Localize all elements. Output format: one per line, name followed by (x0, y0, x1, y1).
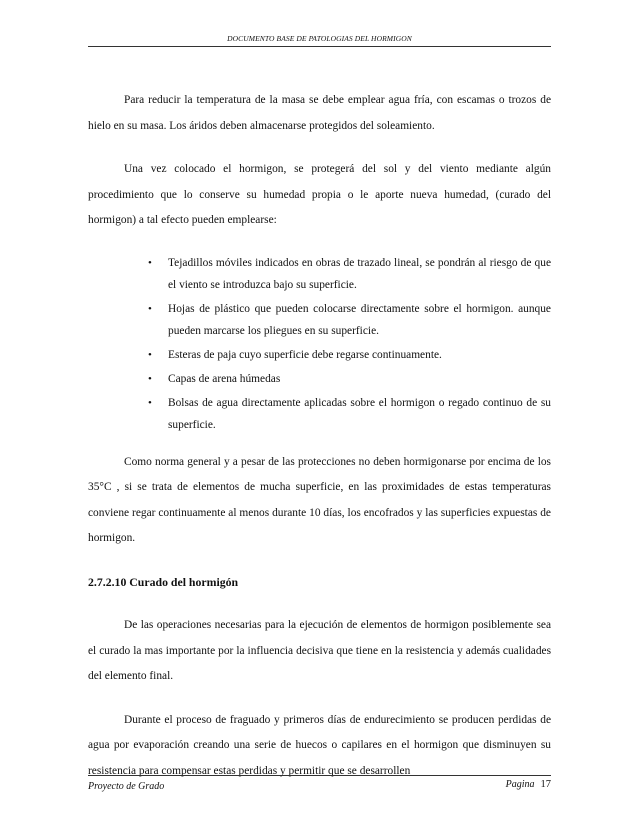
paragraph-4: De las operaciones necesarias para la ejecución de elementos de hormigon posiblemente sea el curado la mas importante por la influencia decisiva que tiene en la resistencia y además cualidades del elemento final. (88, 619, 551, 682)
bullet-icon: • (148, 372, 152, 385)
paragraph-3: Como norma general y a pesar de las protecciones no deben hormigonarse por encima de los 35°C , si se trata de elementos de mucha superficie, en las proximidades de estas temperaturas conviene regar continuamente al menos durante 10 días, los encofrados y las superficies expuestas de hormigon. (88, 455, 551, 544)
bullet-text: Tejadillos móviles indicados en obras de trazado lineal, se pondrán al riesgo de que el viento se introduzca bajo su superficie. (168, 256, 551, 291)
bullet-item (88, 298, 551, 342)
bullet-text: Hojas de plástico que pueden colocarse directamente sobre el hormigon. aunque pueden marcarse los pliegues en su superficie. (168, 302, 551, 337)
page-number: 17 (540, 779, 551, 790)
bullet-text: Capas de arena húmedas (168, 372, 281, 385)
section-heading: 2.7.2.10 Curado del hormigón (88, 574, 239, 589)
page-header: DOCUMENTO BASE DE PATOLOGIAS DEL HORMIGON (227, 34, 412, 43)
bullet-item (88, 344, 551, 366)
header-divider (88, 46, 551, 47)
bullet-text: Bolsas de agua directamente aplicadas sobre el hormigon o regado continuo de su superficie. (168, 396, 551, 431)
paragraph-5: Durante el proceso de fraguado y primeros días de endurecimiento se producen perdidas de agua por evaporación creando una serie de huecos o capilares en el hormigon que disminuyen su resistencia para compensar estas perdidas y permitir que se desarrollen (88, 713, 551, 777)
bullet-item (88, 392, 551, 436)
paragraph-1: Para reducir la temperatura de la masa se debe emplear agua fría, con escamas o trozos de hielo en su masa. Los áridos deben almacenarse protegidos del soleamiento. (88, 94, 551, 132)
page-number-block (506, 779, 551, 790)
bullet-icon: • (148, 256, 152, 269)
bullet-icon: • (148, 348, 152, 361)
bullet-text: Esteras de paja cuyo superficie debe regarse continuamente. (168, 348, 442, 361)
page-content (88, 88, 551, 784)
bullet-item (88, 252, 551, 296)
page-label: Pagina (505, 779, 535, 790)
bullet-item (88, 368, 551, 390)
bullet-icon: • (148, 302, 152, 315)
bullet-icon: • (148, 396, 152, 409)
bullet-list (88, 252, 551, 436)
footer-divider (88, 775, 551, 776)
footer-project: Proyecto de Grado (88, 781, 165, 792)
paragraph-2: Una vez colocado el hormigon, se protegerá del sol y del viento mediante algún procedimiento que lo conserve su humedad propia o le aporte nueva humedad, (curado del hormigon) a tal efecto pueden emplearse: (88, 163, 551, 226)
